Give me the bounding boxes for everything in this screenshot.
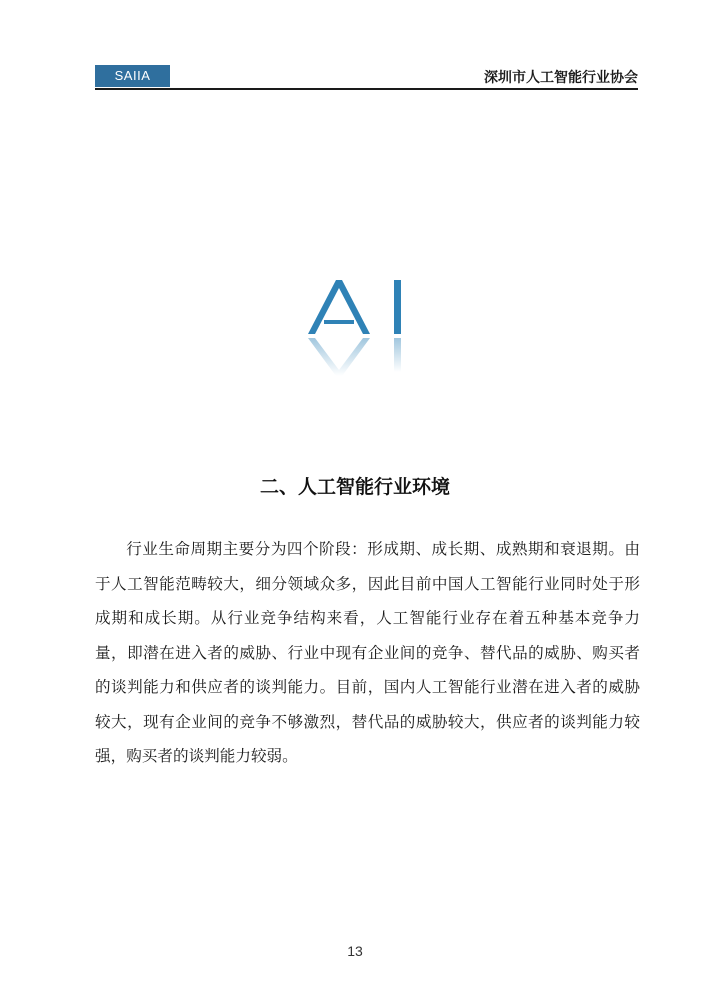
page-number: 13: [347, 943, 363, 959]
header-badge: SAIIA: [95, 65, 170, 87]
body-paragraph: 行业生命周期主要分为四个阶段：形成期、成长期、成熟期和衰退期。由于人工智能范畴较大，细分领域众多，因此目前中国人工智能行业同时处于形成期和成长期。从行业竞争结构来看，人工智能行业存在着五种基本竞争力量，即潜在进入者的威胁、行业中现有企业间的竞争、替代品的威胁、购买者的谈判能力和供应者的谈判能力。目前，国内人工智能行业潜在进入者的威胁较大，现有企业间的竞争不够激烈，替代品的威胁较大，供应者的谈判能力较强，购买者的谈判能力较弱。: [95, 540, 640, 765]
ai-logo: [300, 270, 420, 380]
header-divider: [95, 88, 638, 90]
section-title: 二、人工智能行业环境: [259, 476, 450, 498]
header-org-name: 深圳市人工智能行业协会: [484, 70, 638, 86]
